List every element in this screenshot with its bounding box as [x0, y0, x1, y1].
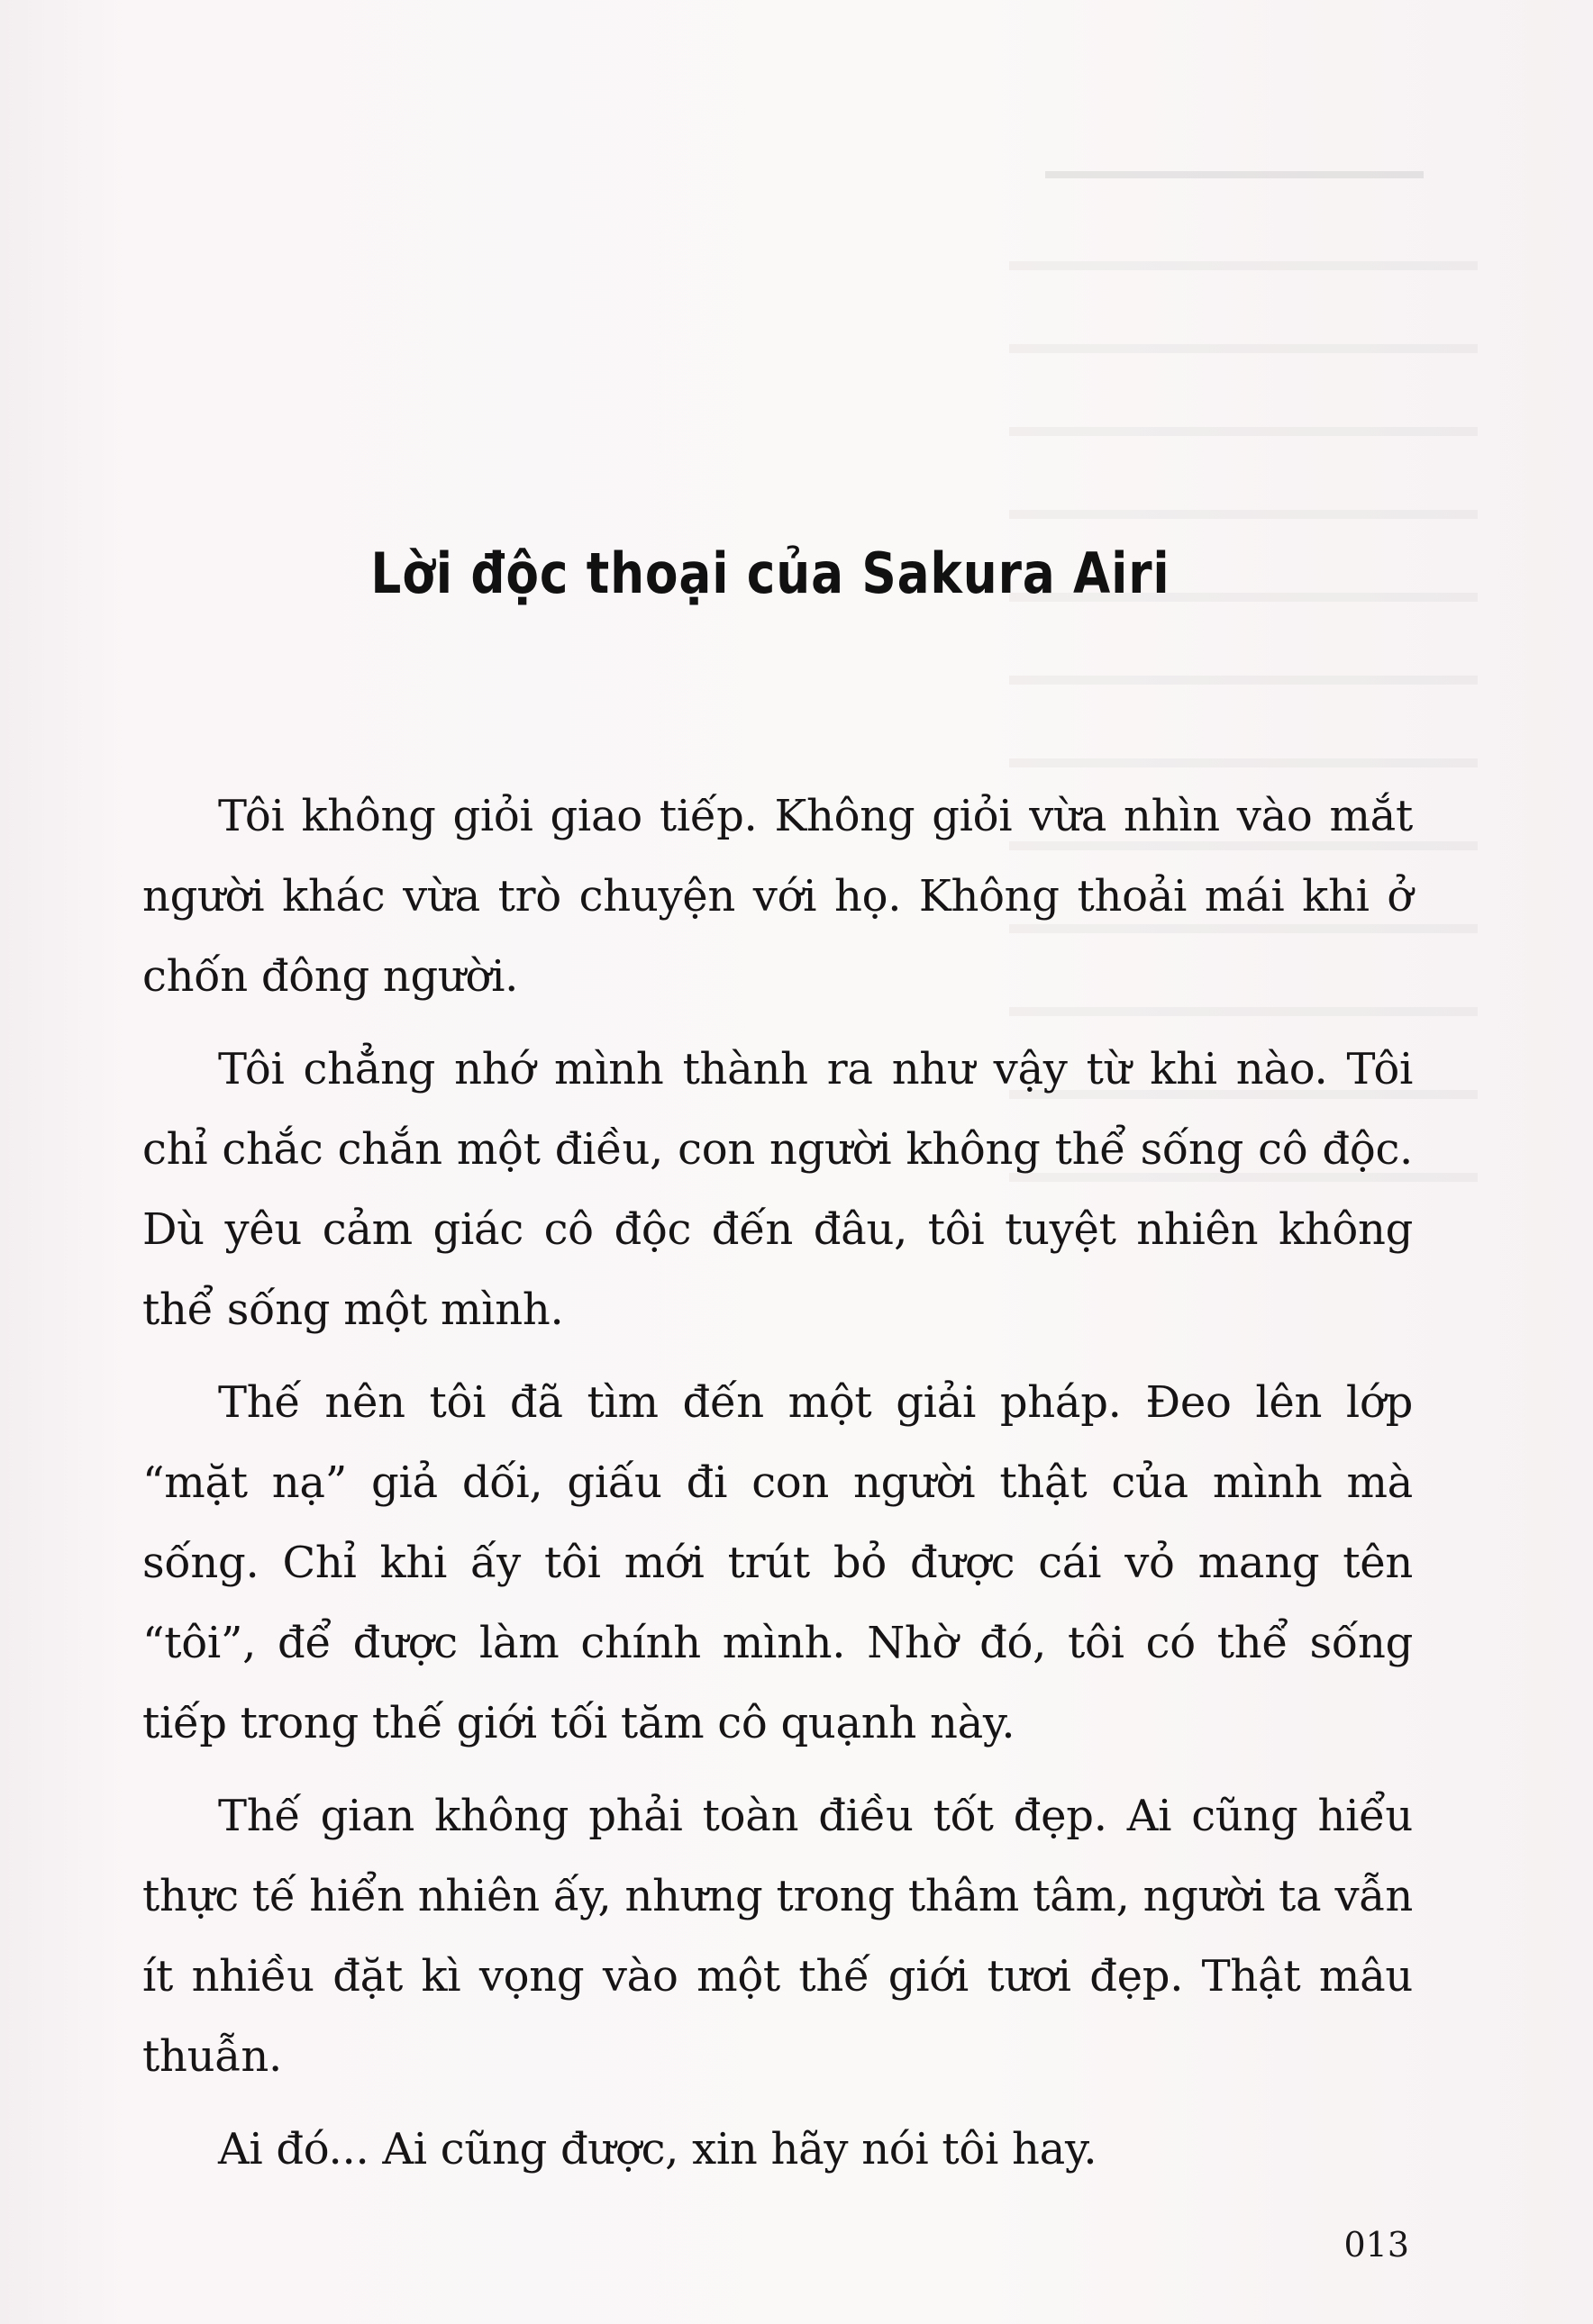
paragraph: Tôi không giỏi giao tiếp. Không giỏi vừa nhìn vào mắt người khác vừa trò chuyện với họ. Không thoải mái khi ở chốn đông người.	[142, 791, 1413, 1002]
paragraph: Thế gian không phải toàn điều tốt đẹp. Ai cũng hiểu thực tế hiển nhiên ấy, nhưng trong thâm tâm, người ta vẫn ít nhiều đặt kì vọng vào một thế giới tươi đẹp. Thật mâu thuẫn.	[142, 1791, 1413, 2082]
page-number: 013	[1343, 2225, 1409, 2265]
paragraph: Tôi chẳng nhớ mình thành ra như vậy từ khi nào. Tôi chỉ chắc chắn một điều, con người không thể sống cô độc. Dù yêu cảm giác cô độc đến đâu, tôi tuyệt nhiên không thể sống một mình.	[142, 1044, 1413, 1335]
chapter-title: Lời độc thoại của Sakura Airi	[370, 540, 1170, 606]
paragraph: Ai đó... Ai cũng được, xin hãy nói tôi hay.	[218, 2124, 1097, 2174]
paragraph: Thế nên tôi đã tìm đến một giải pháp. Đeo lên lớp “mặt nạ” giả dối, giấu đi con người thật của mình mà sống. Chỉ khi ấy tôi mới trút bỏ được cái vỏ mang tên “tôi”, để được làm chính mình. Nhờ đó, tôi có thể sống tiếp trong thế giới tối tăm cô quạnh này.	[142, 1377, 1413, 1748]
chapter-body	[142, 776, 1413, 2202]
